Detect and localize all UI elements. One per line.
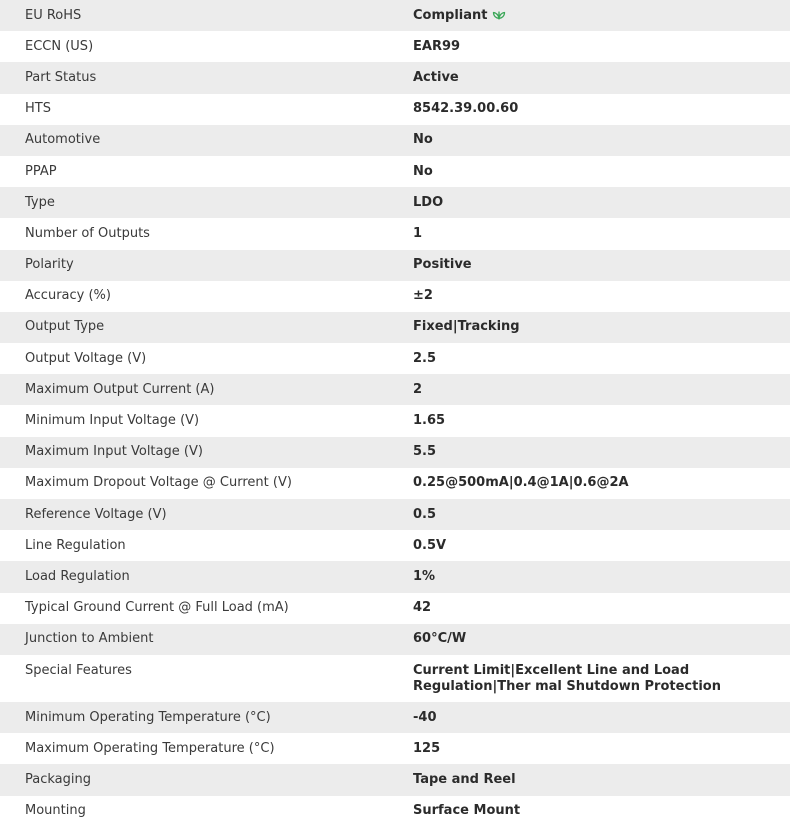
spec-row-load-regulation <box>0 561 790 592</box>
spec-value: 8542.39.00.60 <box>413 101 519 117</box>
spec-label: Maximum Operating Temperature (°C) <box>25 740 275 756</box>
spec-label: Reference Voltage (V) <box>0 499 388 530</box>
spec-value: 5.5 <box>388 437 790 468</box>
spec-row-max-dropout-voltage <box>0 468 790 499</box>
spec-value: 1 <box>413 225 423 241</box>
spec-row-type <box>0 187 790 218</box>
spec-row-output-type <box>0 312 790 343</box>
spec-row-accuracy <box>0 281 790 312</box>
spec-row-automotive <box>0 125 790 156</box>
spec-row-mounting <box>0 796 790 827</box>
spec-row-max-input-voltage <box>0 437 790 468</box>
spec-row-packaging <box>0 764 790 795</box>
spec-label: Packaging <box>0 764 388 795</box>
spec-label: Junction to Ambient <box>0 624 388 655</box>
spec-value: Surface Mount <box>413 803 521 819</box>
spec-row-number-of-outputs <box>0 218 790 249</box>
spec-label: Maximum Dropout Voltage @ Current (V) <box>25 475 292 491</box>
spec-value: 125 <box>413 740 441 756</box>
spec-row-eccn <box>0 31 790 62</box>
spec-value-text: Compliant <box>413 7 488 23</box>
spec-row-max-operating-temperature <box>0 733 790 764</box>
spec-value: 1% <box>388 561 790 592</box>
spec-label: Minimum Input Voltage (V) <box>25 413 200 429</box>
spec-value: 0.5V <box>413 537 447 553</box>
spec-row-special-features <box>0 655 790 702</box>
spec-value: 2.5 <box>413 350 437 366</box>
spec-value: Fixed|Tracking <box>388 312 790 343</box>
spec-row-max-output-current <box>0 374 790 405</box>
spec-value: Tape and Reel <box>388 764 790 795</box>
spec-label: HTS <box>25 101 51 117</box>
spec-value: 60°C/W <box>388 624 790 655</box>
spec-label: Type <box>0 187 388 218</box>
spec-label: Output Type <box>0 312 388 343</box>
spec-row-hts <box>0 94 790 125</box>
spec-row-part-status <box>0 62 790 93</box>
spec-value: 42 <box>413 600 432 616</box>
spec-value: EAR99 <box>413 38 461 54</box>
spec-row-junction-to-ambient <box>0 624 790 655</box>
spec-row-min-operating-temperature <box>0 702 790 733</box>
spec-label: Number of Outputs <box>25 225 150 241</box>
spec-row-min-input-voltage <box>0 405 790 436</box>
spec-label: Output Voltage (V) <box>25 350 147 366</box>
spec-label: Typical Ground Current @ Full Load (mA) <box>25 600 289 616</box>
spec-label: Line Regulation <box>25 537 126 553</box>
spec-value: -40 <box>388 702 790 733</box>
spec-value: Positive <box>388 250 790 281</box>
spec-label: Load Regulation <box>0 561 388 592</box>
spec-label: PPAP <box>25 163 57 179</box>
spec-label: ECCN (US) <box>25 38 94 54</box>
spec-label: Polarity <box>0 250 388 281</box>
spec-label: EU RoHS <box>0 0 388 31</box>
spec-label: Mounting <box>25 803 86 819</box>
spec-value: Current Limit|Excellent Line and Load Regulation|Ther mal Shutdown Protection <box>413 662 721 694</box>
spec-row-eu-rohs <box>0 0 790 31</box>
spec-label: Maximum Output Current (A) <box>0 374 388 405</box>
spec-value: 2 <box>388 374 790 405</box>
spec-row-reference-voltage <box>0 499 790 530</box>
spec-row-output-voltage <box>0 343 790 374</box>
spec-row-typical-ground-current <box>0 593 790 624</box>
spec-value: 0.5 <box>388 499 790 530</box>
spec-value: 1.65 <box>413 413 446 429</box>
spec-row-line-regulation <box>0 530 790 561</box>
leaf-icon <box>492 8 506 20</box>
spec-row-polarity <box>0 250 790 281</box>
spec-value: 0.25@500mA|0.4@1A|0.6@2A <box>413 475 629 491</box>
spec-value <box>388 0 790 31</box>
spec-row-ppap <box>0 156 790 187</box>
spec-label: Maximum Input Voltage (V) <box>0 437 388 468</box>
spec-value: No <box>413 163 433 179</box>
spec-value: LDO <box>388 187 790 218</box>
spec-label: Accuracy (%) <box>25 288 111 304</box>
spec-value: No <box>388 125 790 156</box>
spec-label: Special Features <box>25 662 132 678</box>
spec-value: Active <box>388 62 790 93</box>
spec-label: Part Status <box>0 62 388 93</box>
spec-label: Automotive <box>0 125 388 156</box>
spec-label: Minimum Operating Temperature (°C) <box>0 702 388 733</box>
spec-value: ±2 <box>413 288 433 304</box>
